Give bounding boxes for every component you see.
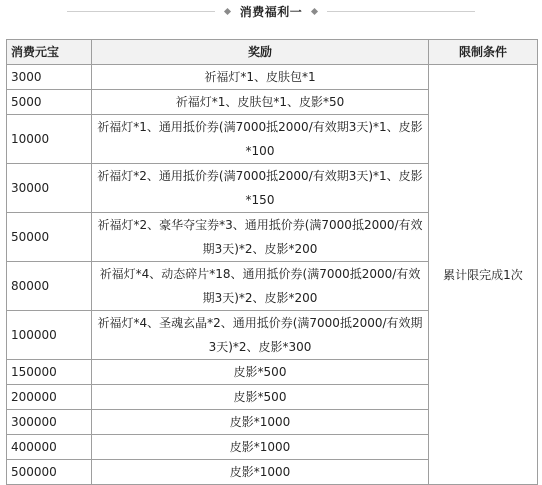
limit-cell: 累计限完成1次: [429, 65, 538, 485]
reward-cell: 祈福灯*2、豪华夺宝券*3、通用抵价券(满7000抵2000/有效期3天)*2、皮影*200: [92, 213, 429, 262]
diamond-icon: [311, 7, 318, 14]
amount-cell: 50000: [7, 213, 92, 262]
reward-cell: 皮影*500: [92, 360, 429, 385]
section-header: [0, 0, 542, 22]
table-row: [7, 65, 538, 90]
amount-cell: 80000: [7, 262, 92, 311]
amount-cell: 150000: [7, 360, 92, 385]
header-reward: 奖励: [92, 40, 429, 65]
amount-cell: 5000: [7, 90, 92, 115]
reward-cell: 祈福灯*4、动态碎片*18、通用抵价券(满7000抵2000/有效期3天)*2、皮影*200: [92, 262, 429, 311]
reward-cell: 祈福灯*2、通用抵价券(满7000抵2000/有效期3天)*1、皮影*150: [92, 164, 429, 213]
reward-cell: 皮影*1000: [92, 460, 429, 485]
table-header-row: [7, 40, 538, 65]
amount-cell: 3000: [7, 65, 92, 90]
header-amount: 消费元宝: [7, 40, 92, 65]
amount-cell: 400000: [7, 435, 92, 460]
divider-left: [67, 11, 215, 12]
reward-cell: 祈福灯*1、皮肤包*1: [92, 65, 429, 90]
reward-cell: 祈福灯*1、皮肤包*1、皮影*50: [92, 90, 429, 115]
amount-cell: 100000: [7, 311, 92, 360]
reward-cell: 皮影*1000: [92, 410, 429, 435]
rewards-table: [6, 39, 538, 485]
divider-right: [327, 11, 475, 12]
amount-cell: 200000: [7, 385, 92, 410]
amount-cell: 10000: [7, 115, 92, 164]
header-limit: 限制条件: [429, 40, 538, 65]
amount-cell: 300000: [7, 410, 92, 435]
section-title: 消费福利一: [239, 4, 303, 19]
diamond-icon: [224, 7, 231, 14]
reward-cell: 皮影*1000: [92, 435, 429, 460]
amount-cell: 500000: [7, 460, 92, 485]
reward-cell: 皮影*500: [92, 385, 429, 410]
reward-cell: 祈福灯*1、通用抵价券(满7000抵2000/有效期3天)*1、皮影*100: [92, 115, 429, 164]
reward-cell: 祈福灯*4、圣魂玄晶*2、通用抵价券(满7000抵2000/有效期3天)*2、皮影*300: [92, 311, 429, 360]
amount-cell: 30000: [7, 164, 92, 213]
